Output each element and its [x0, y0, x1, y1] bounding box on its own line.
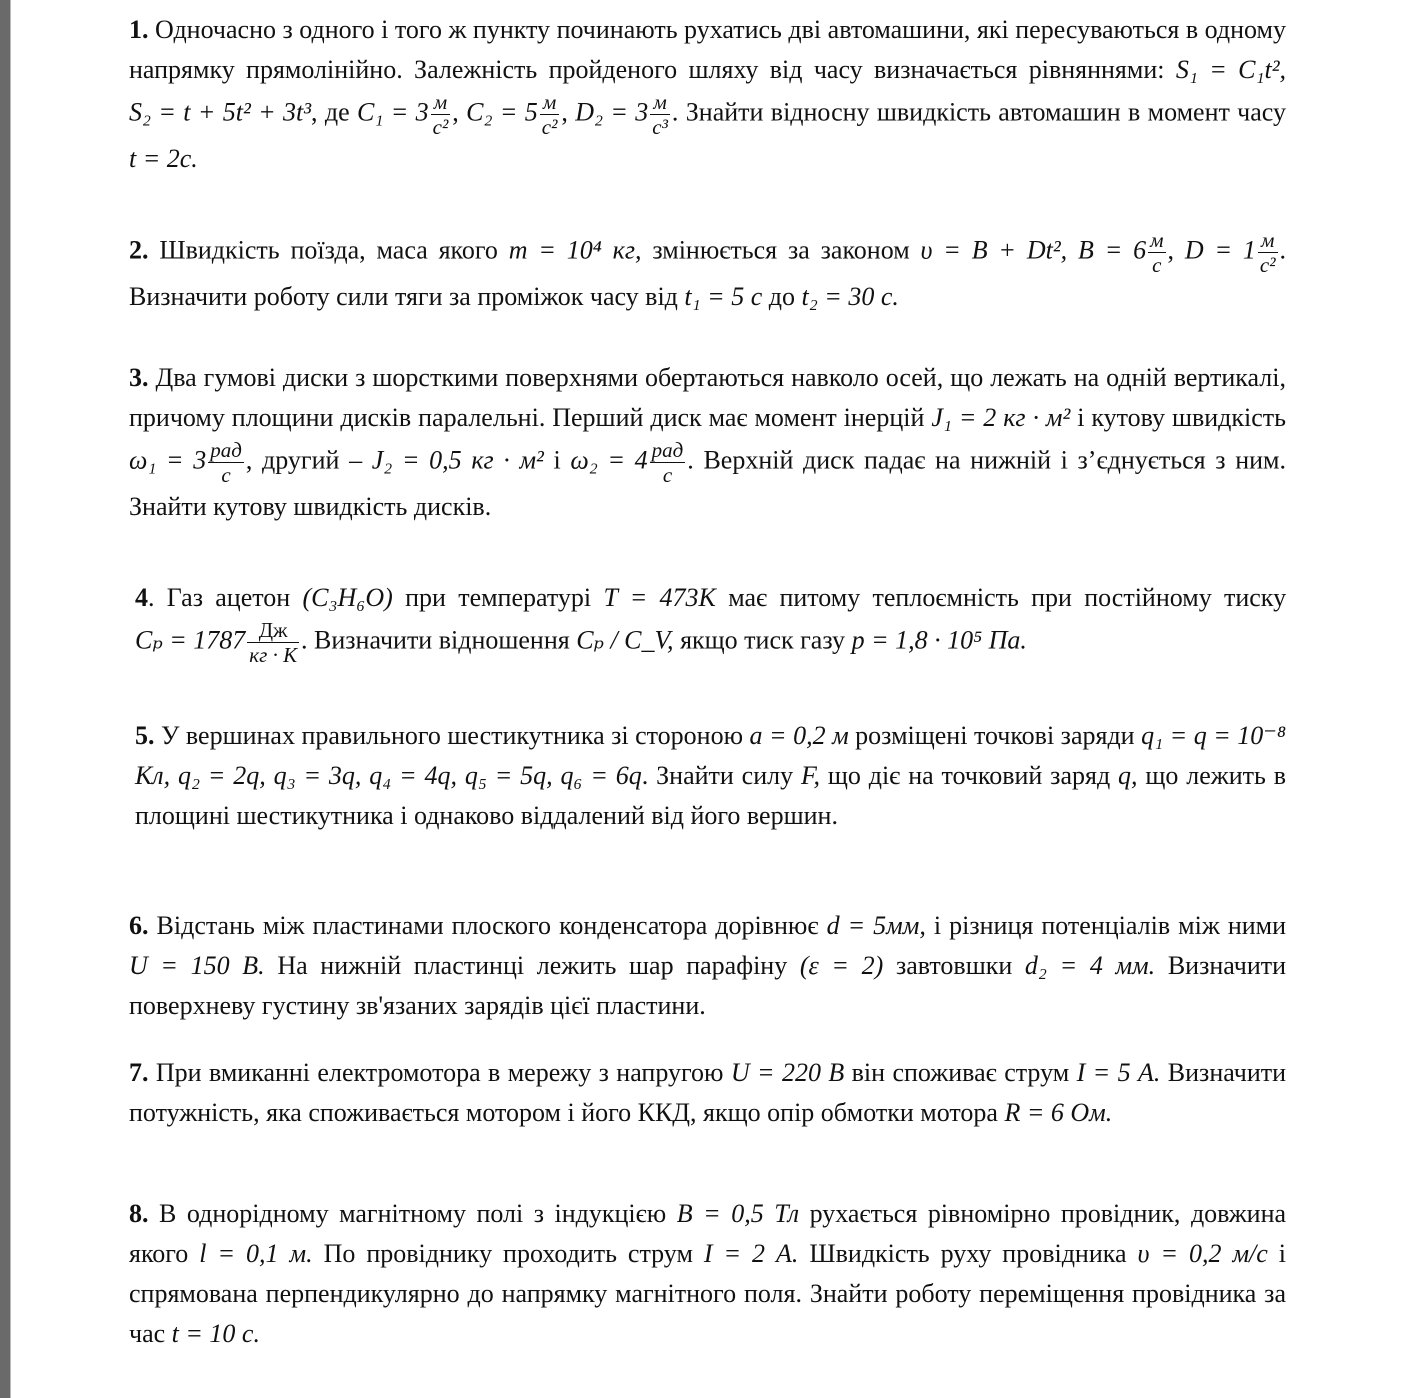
- current-value: I = 2 А.: [703, 1239, 799, 1268]
- chemical-formula: (C₃H₆O): [302, 583, 393, 612]
- time-start: t₁ = 5 с: [684, 282, 763, 311]
- fraction-numerator: рад: [210, 438, 242, 462]
- fraction-numerator: м: [1258, 228, 1278, 253]
- fraction-denominator: с: [221, 463, 231, 487]
- problem-number: 2.: [129, 235, 149, 265]
- unit-fraction: [431, 90, 451, 139]
- equation-s2: S₂ = t + 5t² + 3t³: [129, 97, 312, 127]
- problem-number: 3.: [129, 363, 149, 392]
- problem-text: Визначити поверхневу густину зв'язаних зарядів цієї пластини.: [129, 951, 1287, 1020]
- heat-capacity: Cₚ = 1787: [135, 625, 246, 655]
- problem-text: при температурі: [405, 583, 592, 612]
- constant-c2: C₂ = 5: [466, 97, 538, 127]
- voltage-value: U = 150 В.: [129, 951, 265, 980]
- problem-text: і спрямована перпендикулярно до напрямку магнітного поля. Знайти роботу переміщення провідника за час: [129, 1239, 1287, 1348]
- problem-text: має питому теплоємність при постійному тиску: [728, 583, 1287, 612]
- problem-number: 4: [135, 583, 148, 612]
- unit-fraction: [1148, 228, 1165, 277]
- viewer-left-edge: [0, 0, 10, 1398]
- problem-text: Одночасно з одного і того ж пункту починають рухатись дві автомашини, які пересуваються в одному напрямку прямолінійно. Залежність пройденого шляху від часу визначається рівняннями:: [129, 15, 1286, 84]
- resistance-value: R = 6 Ом.: [1004, 1098, 1113, 1127]
- fraction-denominator: с: [1152, 253, 1162, 277]
- problem-text: . Визначити роботу сили тяги за проміжок часу від: [129, 235, 1287, 311]
- problem-text: , де: [311, 97, 350, 127]
- problem-text: Швидкість поїзда, маса якого: [159, 235, 498, 265]
- problem-2: 2. Швидкість поїзда, маса якого m = 10⁴ кг, змінюється за законом υ = B + Dt², B = 6 $\frac{м}{с}$ , D = 1 $\frac{м}{\text{с²}}$ . Визначити роботу сили тяги за проміжок часу від t₁ = 5 с до t₂ = 30 с.: [129, 228, 1287, 311]
- permittivity-value: (ε = 2): [799, 951, 884, 980]
- time-end: t₂ = 30 с.: [801, 282, 899, 311]
- problem-number: 7.: [129, 1058, 149, 1087]
- velocity-law: υ = B + Dt²,: [920, 235, 1068, 265]
- problem-8: [129, 1194, 1286, 1354]
- problem-text: При вмиканні електромотора в мережу з напругою: [155, 1058, 724, 1087]
- problem-text: В однорідному магнітному полі з індукцією: [159, 1199, 667, 1228]
- constant-d2: D₂ = 3: [575, 97, 649, 127]
- inertia-j2: J₂ = 0,5 кг · м²: [371, 445, 544, 475]
- fraction-denominator: с: [662, 463, 673, 487]
- problem-text: Відстань між пластинами плоского конденсатора дорівнює: [156, 911, 819, 940]
- equation-s1: S₁ = C₁t²,: [1175, 55, 1287, 84]
- fraction-numerator: м: [1150, 228, 1164, 252]
- problem-4: [135, 578, 1286, 667]
- heat-capacity-ratio: Cₚ / C_V,: [576, 625, 674, 655]
- problem-text: і різниця потенціалів між ними: [933, 911, 1287, 940]
- problem-text: , другий –: [245, 445, 363, 475]
- problem-text: Визначити потужність, яка споживається мотором і його ККД, якщо опір обмотки мотора: [129, 1058, 1287, 1127]
- problem-6: [129, 906, 1286, 1026]
- problem-7: [129, 1053, 1286, 1133]
- length-value: l = 0,1 м.: [199, 1239, 313, 1268]
- temperature-value: T = 473K: [603, 583, 716, 612]
- problem-text: . Знайти відносну швидкість автомашин в момент часу: [671, 97, 1287, 127]
- constant-d: D = 1: [1184, 235, 1256, 265]
- induction-value: B = 0,5 Тл: [676, 1199, 800, 1228]
- charges-list: q₁ = q = 10⁻⁸ Кл, q₂ = 2q, q₃ = 3q, q₄ = 4q, q₅ = 5q, q₆ = 6q: [135, 721, 1287, 790]
- unit-fraction: [247, 618, 299, 667]
- velocity-value: υ = 0,2 м/с: [1137, 1239, 1268, 1268]
- constant-c1: C₁ = 3: [357, 97, 429, 127]
- side-value: a = 0,2 м: [749, 721, 849, 750]
- fraction-numerator: рад: [651, 438, 684, 462]
- voltage-value: U = 220 В: [730, 1058, 845, 1087]
- mass-value: m = 10⁴ кг,: [508, 235, 642, 265]
- current-value: I = 5 А.: [1076, 1058, 1161, 1087]
- plate-distance: d = 5мм,: [826, 911, 926, 940]
- fraction-denominator: кг · К: [249, 643, 298, 667]
- fraction-numerator: м: [540, 90, 560, 115]
- problem-text: По провіднику проходить струм: [323, 1239, 693, 1268]
- fraction-denominator: с²: [541, 115, 558, 139]
- problem-text: і: [553, 445, 561, 475]
- problem-text: . Знайти силу: [641, 761, 794, 790]
- unit-fraction: [1258, 228, 1278, 277]
- problem-number: 6.: [129, 911, 149, 940]
- angular-velocity-w2: ω₂ = 4: [570, 445, 648, 475]
- problem-5: [135, 716, 1286, 836]
- problem-text: що лежить в площині шестикутника і однаково віддалений від його вершин.: [135, 761, 1287, 830]
- problem-text: Швидкість руху провідника: [809, 1239, 1127, 1268]
- fraction-denominator: с²: [432, 115, 449, 139]
- inertia-j1: J₁ = 2 кг · м²: [931, 403, 1071, 432]
- constant-b: B = 6: [1077, 235, 1147, 265]
- problem-text: до: [768, 282, 796, 311]
- problem-text: На нижній пластинці лежить шар парафіну: [277, 951, 788, 980]
- unit-fraction: [540, 90, 560, 139]
- time-value: t = 10 с.: [171, 1319, 260, 1348]
- angular-velocity-w1: ω₁ = 3: [129, 445, 207, 475]
- problem-text: розміщені точкові заряди: [855, 721, 1135, 750]
- problem-number: 5.: [135, 721, 155, 750]
- layer-thickness: d₂ = 4 мм.: [1024, 951, 1156, 980]
- force-symbol: F,: [800, 761, 820, 790]
- problem-number: 1.: [129, 15, 149, 44]
- problem-text: що діє на точковий заряд: [827, 761, 1111, 790]
- problem-1: 1. Одночасно з одного і того ж пункту починають рухатись дві автомашини, які пересуваються в одному напрямку прямолінійно. Залежність пройденого шляху від часу визначається рівняннями: S₁ = C₁t², S₂ = t + 5t² + 3t³, де C₁ = 3 $\frac{м}{\text{с²}}$ , C₂ = 5 $\frac{м}{\text{с²}}$ , D₂ = 3 $\frac{м}{\text{с³}}$ . Знайти відносну швидкість автомашин в момент часу t = 2с.: [129, 15, 1287, 173]
- time-value: t = 2с.: [129, 144, 198, 173]
- document-page: [11, 0, 1414, 1398]
- problem-text: рухається рівномірно провідник, довжина якого: [129, 1199, 1287, 1268]
- problem-text: він споживає струм: [851, 1058, 1070, 1087]
- problem-text: У вершинах правильного шестикутника зі стороною: [161, 721, 744, 750]
- fraction-numerator: Дж: [247, 618, 299, 643]
- fraction-numerator: м: [650, 90, 670, 115]
- unit-fraction: [650, 90, 670, 139]
- unit-fraction: [650, 438, 686, 487]
- problem-text: якщо тиск газу: [680, 625, 846, 655]
- problem-number: 8.: [129, 1199, 149, 1228]
- problem-text: змінюється за законом: [652, 235, 910, 265]
- problem-text: . Верхній диск падає на нижній і з’єднується з ним. Знайти кутову швидкість дисків.: [129, 445, 1287, 521]
- charge-symbol: q,: [1118, 761, 1138, 790]
- problem-3: [129, 358, 1286, 527]
- problem-text: Два гумові диски з шорсткими поверхнями обертаються навколо осей, що лежать на одній вертикалі, причому площини дисків паралельні. Перший диск має момент інерцій: [129, 363, 1286, 432]
- problem-text: завтовшки: [895, 951, 1013, 980]
- fraction-denominator: с²: [1259, 253, 1276, 277]
- fraction-denominator: с³: [652, 115, 668, 139]
- pressure-value: p = 1,8 · 10⁵ Па.: [851, 625, 1027, 655]
- unit-fraction: [208, 438, 244, 487]
- problem-text: . Визначити відношення: [301, 625, 570, 655]
- problem-text: . Газ ацетон: [148, 583, 291, 612]
- fraction-numerator: м: [431, 90, 451, 115]
- problem-text: і кутову швидкість: [1077, 403, 1287, 432]
